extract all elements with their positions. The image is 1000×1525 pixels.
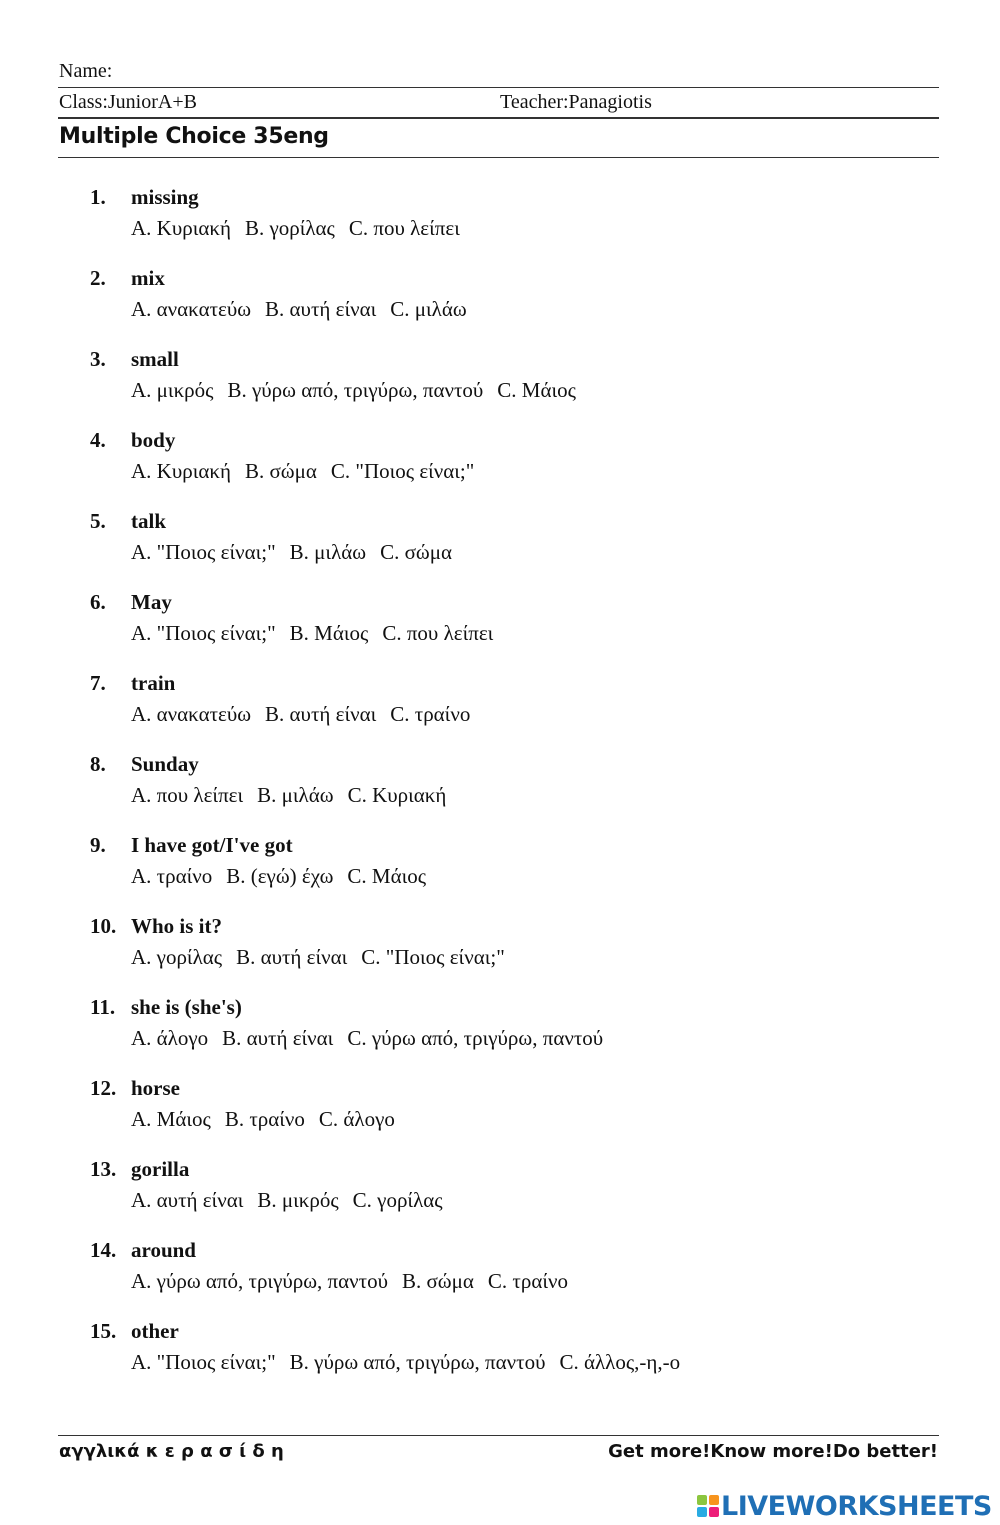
answer-options — [131, 295, 481, 323]
answer-options — [131, 376, 590, 404]
footer-right: Get more!Know more!Do better! — [608, 1441, 938, 1462]
question-list — [0, 183, 1000, 1398]
question-number: 4. — [90, 428, 106, 452]
answer-options — [131, 700, 484, 728]
question-item — [0, 993, 1000, 1074]
answer-option[interactable]: A. "Ποιος είναι;" — [131, 1350, 276, 1374]
answer-option[interactable]: A. ανακατεύω — [131, 297, 252, 321]
answer-option[interactable]: C. άλογο — [318, 1107, 395, 1131]
answer-options — [131, 1105, 409, 1133]
answer-option[interactable]: C. άλλος,-η,-ο — [559, 1350, 681, 1374]
answer-option[interactable]: C. Μάιος — [347, 864, 427, 888]
question-word: missing — [131, 185, 199, 209]
answer-option[interactable]: A. Κυριακή — [131, 459, 231, 483]
question-word: other — [131, 1319, 179, 1343]
answer-options — [131, 1267, 582, 1295]
question-item — [0, 1317, 1000, 1398]
answer-option[interactable]: B. Μάιος — [289, 621, 369, 645]
answer-option[interactable]: A. μικρός — [131, 378, 214, 402]
question-number: 2. — [90, 266, 106, 290]
answer-option[interactable]: A. τραίνο — [131, 864, 213, 888]
question-number: 5. — [90, 509, 106, 533]
question-number: 7. — [90, 671, 106, 695]
question-item — [0, 426, 1000, 507]
answer-option[interactable]: B. σώμα — [244, 459, 317, 483]
question-number: 11. — [90, 995, 116, 1019]
answer-option[interactable]: C. Κυριακή — [347, 783, 447, 807]
question-item — [0, 831, 1000, 912]
question-word: talk — [131, 509, 167, 533]
question-word: body — [131, 428, 176, 452]
question-word: gorilla — [131, 1157, 190, 1181]
question-number: 13. — [90, 1157, 117, 1181]
answer-option[interactable]: B. μικρός — [257, 1188, 339, 1212]
question-number: 12. — [90, 1076, 117, 1100]
question-word: I have got/I've got — [131, 833, 293, 857]
answer-option[interactable]: C. που λείπει — [382, 621, 494, 645]
answer-option[interactable]: A. Κυριακή — [131, 216, 231, 240]
question-number: 8. — [90, 752, 106, 776]
answer-options — [131, 1024, 617, 1052]
answer-options — [131, 862, 440, 890]
question-word: around — [131, 1238, 196, 1262]
answer-option[interactable]: A. ανακατεύω — [131, 702, 252, 726]
answer-option[interactable]: C. "Ποιος είναι;" — [330, 459, 475, 483]
question-word: small — [131, 347, 179, 371]
answer-options — [131, 214, 474, 242]
answer-option[interactable]: A. Μάιος — [131, 1107, 211, 1131]
question-word: Who is it? — [131, 914, 223, 938]
question-item — [0, 183, 1000, 264]
answer-option[interactable]: C. σώμα — [380, 540, 453, 564]
answer-option[interactable]: A. αυτή είναι — [131, 1188, 244, 1212]
question-word: horse — [131, 1076, 180, 1100]
answer-options — [131, 781, 460, 809]
question-word: train — [131, 671, 176, 695]
answer-option[interactable]: C. γύρω από, τριγύρω, παντού — [347, 1026, 604, 1050]
title-rule — [58, 157, 939, 158]
answer-option[interactable]: B. τραίνο — [224, 1107, 305, 1131]
answer-options — [131, 1348, 694, 1376]
answer-options — [131, 619, 507, 647]
question-item — [0, 507, 1000, 588]
answer-option[interactable]: B. σώμα — [401, 1269, 474, 1293]
answer-option[interactable]: C. τραίνο — [390, 702, 471, 726]
class-label: Class:JuniorA+B — [59, 91, 197, 113]
footer-rule — [58, 1435, 939, 1436]
answer-option[interactable]: A. που λείπει — [131, 783, 244, 807]
answer-option[interactable]: B. μιλάω — [257, 783, 334, 807]
answer-option[interactable]: C. γορίλας — [352, 1188, 443, 1212]
question-number: 10. — [90, 914, 117, 938]
answer-options — [131, 943, 519, 971]
question-word: she is (she's) — [131, 995, 242, 1019]
answer-option[interactable]: B. γύρω από, τριγύρω, παντού — [289, 1350, 546, 1374]
answer-option[interactable]: B. γορίλας — [244, 216, 335, 240]
answer-option[interactable]: C. Μάιος — [497, 378, 576, 402]
answer-option[interactable]: C. "Ποιος είναι;" — [361, 945, 505, 969]
question-item — [0, 669, 1000, 750]
question-item — [0, 1155, 1000, 1236]
answer-options — [131, 538, 466, 566]
question-item — [0, 750, 1000, 831]
answer-option[interactable]: C. που λείπει — [348, 216, 460, 240]
header-rule-2 — [58, 117, 939, 119]
question-word: mix — [131, 266, 165, 290]
question-word: Sunday — [131, 752, 199, 776]
question-item — [0, 588, 1000, 669]
answer-option[interactable]: B. (εγώ) έχω — [226, 864, 334, 888]
answer-option[interactable]: A. γορίλας — [131, 945, 223, 969]
liveworksheets-logo-icon — [697, 1495, 719, 1517]
question-item — [0, 1236, 1000, 1317]
answer-option[interactable]: B. αυτή είναι — [265, 702, 377, 726]
answer-option[interactable]: B. αυτή είναι — [236, 945, 348, 969]
answer-options — [131, 1186, 457, 1214]
question-item — [0, 345, 1000, 426]
answer-option[interactable]: A. άλογο — [131, 1026, 209, 1050]
answer-option[interactable]: C. τραίνο — [487, 1269, 568, 1293]
worksheet-title: Multiple Choice 35eng — [59, 124, 329, 149]
question-number: 6. — [90, 590, 106, 614]
question-number: 3. — [90, 347, 106, 371]
question-number: 14. — [90, 1238, 117, 1262]
header-rule-1 — [58, 87, 939, 88]
name-label: Name: — [59, 60, 113, 82]
answer-option[interactable]: B. αυτή είναι — [265, 297, 377, 321]
liveworksheets-logo-text: LIVEWORKSHEETS — [721, 1490, 992, 1522]
answer-option[interactable]: A. "Ποιος είναι;" — [131, 621, 276, 645]
question-item — [0, 912, 1000, 993]
answer-option[interactable]: C. μιλάω — [390, 297, 467, 321]
answer-option[interactable]: A. "Ποιος είναι;" — [131, 540, 276, 564]
answer-options — [131, 457, 488, 485]
question-number: 15. — [90, 1319, 117, 1343]
question-number: 9. — [90, 833, 106, 857]
answer-option[interactable]: B. γύρω από, τριγύρω, παντού — [227, 378, 484, 402]
question-item — [0, 1074, 1000, 1155]
footer-left: αγγλικά κ ε ρ α σ ί δ η — [59, 1441, 284, 1462]
question-word: May — [131, 590, 172, 614]
liveworksheets-logo — [697, 1488, 992, 1524]
answer-option[interactable]: B. αυτή είναι — [222, 1026, 334, 1050]
answer-option[interactable]: A. γύρω από, τριγύρω, παντού — [131, 1269, 388, 1293]
question-item — [0, 264, 1000, 345]
teacher-label: Teacher:Panagiotis — [500, 91, 652, 113]
answer-option[interactable]: B. μιλάω — [289, 540, 367, 564]
question-number: 1. — [90, 185, 106, 209]
